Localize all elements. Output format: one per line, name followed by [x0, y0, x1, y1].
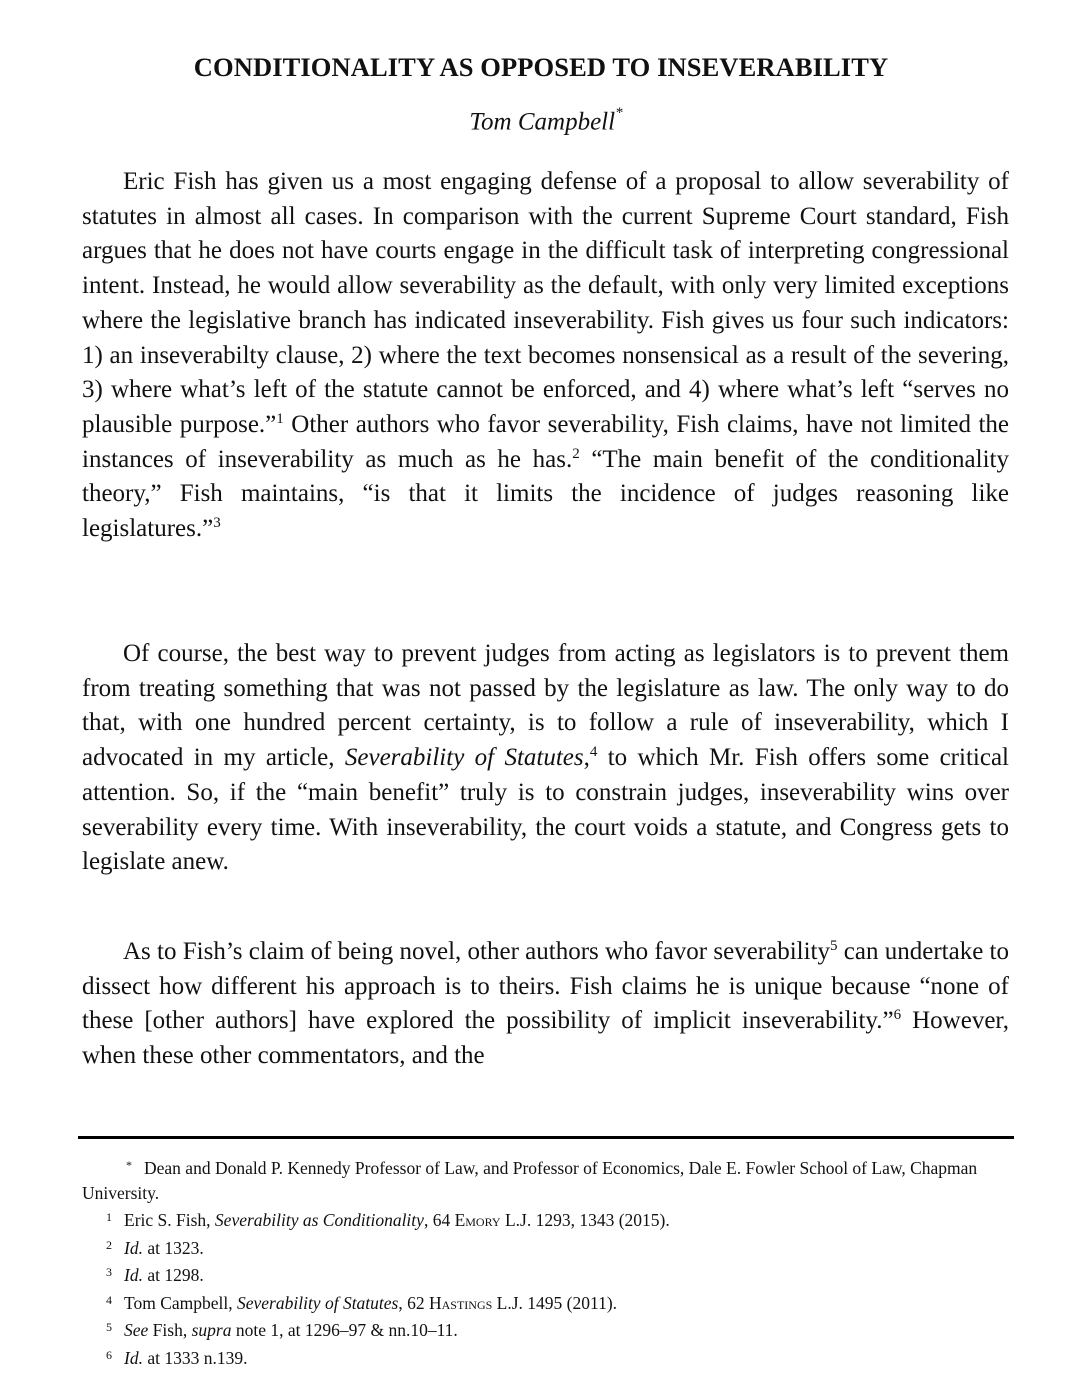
paragraph [82, 165, 1009, 547]
footnote-separator [78, 1136, 1014, 1139]
italic-text: Id. [124, 1265, 143, 1285]
footnote [82, 1288, 1012, 1316]
body-paragraph-1 [82, 165, 1009, 547]
footnote [82, 1233, 1012, 1261]
italic-text: Severability of Statutes [344, 744, 584, 772]
text-run: “The main benefit of the conditionality theory,” Fish maintains, “is that it limits the incidence of judges reasoning like legislatures.” [82, 445, 1009, 543]
text-run: at 1298. [142, 1265, 204, 1285]
text-run: As to Fish’s claim of being novel, other authors who favor severability [123, 938, 830, 965]
footnote [82, 1315, 1012, 1343]
paragraph [82, 935, 1009, 1074]
footnote-mark: 3 [106, 1265, 112, 1279]
text-run: Dean and Donald P. Kennedy Professor of Law, and Professor of Economics, Dale E. Fowler School of Law, Chapman University. [82, 1158, 978, 1203]
text-run: note 1, at 1296–97 & nn.10–11. [231, 1320, 458, 1340]
text-run: Tom Campbell, [124, 1292, 237, 1313]
text-run: to which Mr. Fish offers some critical attention. So, if the “main benefit” truly is to constrain judges, inseverability wins over severability every time. With inseverability, the court voids a statute, and Congress gets to legislate anew. [82, 744, 1009, 876]
text-run: Fish, [148, 1320, 192, 1340]
footnote-mark: 5 [106, 1320, 112, 1334]
text-run: at 1333 n.139. [142, 1347, 248, 1368]
text-run: Eric Fish has given us a most engaging defense of a proposal to allow severability of statutes in almost all cases. In comparison with the current Supreme Court standard, Fish argues that he does not have courts engage in the difficult task of interpreting congressional intent. Instead, he would allow severability as the default, with only very limited exceptions where the legislative branch has indicated inseverability. Fish gives us four such indicators: 1) an inseverabilty clause, 2) where the text becomes nonsensical as a result of the severing, 3) where what’s left of the statute cannot be enforced, and 4) where what’s left “serves no plausible purpose.” [82, 168, 1009, 438]
footnote-reference[interactable]: 6 [893, 1007, 902, 1024]
footnote-reference[interactable]: 4 [589, 744, 598, 761]
author-byline [0, 105, 1082, 136]
footnote-reference[interactable]: 5 [830, 938, 838, 954]
footnote-mark: 4 [106, 1292, 112, 1307]
footnote-mark: 6 [106, 1347, 112, 1362]
italic-text: Severability as Conditionality [214, 1210, 424, 1230]
footnote-mark: 2 [106, 1237, 112, 1252]
text-run: Other authors who favor severability, Fish claims, have not limited the instances of inseverability as much as he has. [82, 410, 1009, 473]
footnote [82, 1205, 1012, 1233]
footnote-mark: * [126, 1158, 132, 1172]
italic-text: Severability of Statutes [237, 1292, 399, 1313]
footnote-reference[interactable]: 2 [572, 445, 580, 462]
footnote [82, 1153, 1012, 1205]
text-run: , [583, 744, 590, 772]
footnote [82, 1260, 1012, 1288]
footnote-reference[interactable]: 1 [276, 410, 284, 427]
small-caps-text: Hastings [428, 1292, 493, 1313]
text-run: However, when these other commentators, and the [82, 1007, 1010, 1070]
italic-text: See [124, 1320, 149, 1340]
text-run: , 64 [423, 1210, 455, 1230]
text-run: can undertake to dissect how different his approach is to theirs. Fish claims he is unique because “none of these [other authors] have explored the possibility of implicit inseverability.” [82, 938, 1009, 1035]
footnote-reference[interactable]: 3 [213, 515, 221, 532]
footnote-mark: 1 [106, 1210, 112, 1224]
body-paragraph-3 [82, 935, 1009, 1074]
author-footnote-mark[interactable]: * [615, 105, 623, 121]
author-name: Tom Campbell [469, 108, 616, 136]
italic-text: Id. [124, 1347, 143, 1368]
text-run: Of course, the best way to prevent judges from acting as legislators is to prevent them from treating something that was not passed by the legislature as law. The only way to do that, with one hundred percent certainty, is to follow a rule of inseverability, which I advocated in my article, [82, 640, 1009, 772]
italic-text: supra [191, 1320, 232, 1340]
article-title: CONDITIONALITY AS OPPOSED TO INSEVERABILITY [193, 52, 889, 82]
text-run: , 62 [398, 1292, 429, 1313]
footnote [82, 1343, 1012, 1371]
text-run: L.J. 1293, 1343 (2015). [500, 1210, 670, 1230]
footnotes [82, 1153, 1012, 1370]
body-paragraph-2 [82, 637, 1009, 880]
small-caps-text: Emory [454, 1210, 501, 1230]
italic-text: Id. [124, 1237, 143, 1258]
paragraph [82, 637, 1009, 880]
text-run: Eric S. Fish, [124, 1210, 215, 1230]
text-run: L.J. 1495 (2011). [492, 1292, 618, 1313]
text-run: at 1323. [142, 1237, 204, 1258]
